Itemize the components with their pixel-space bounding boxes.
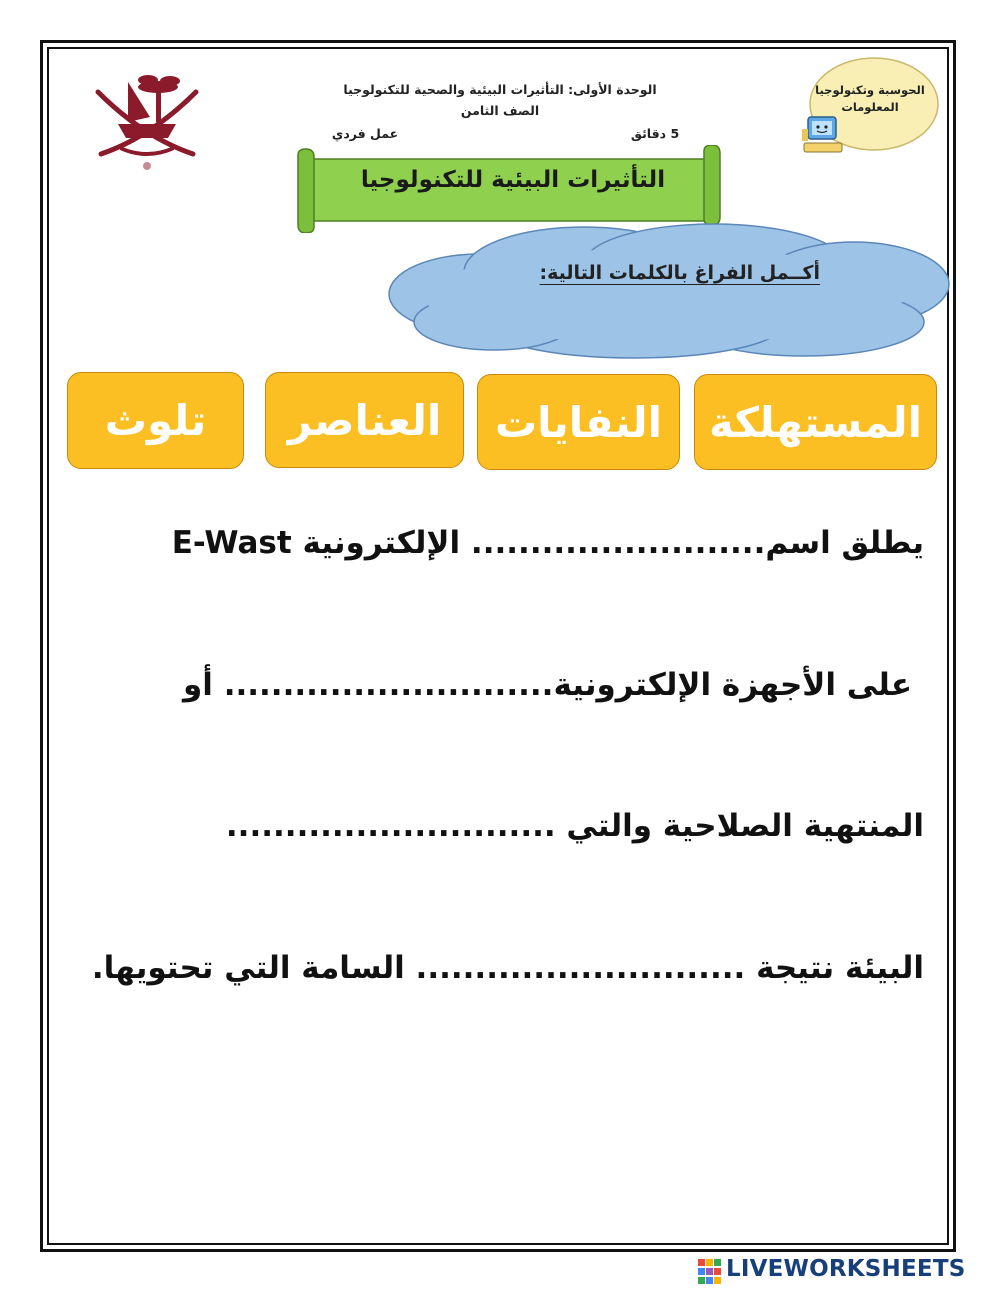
instruction-cloud — [384, 222, 954, 360]
badge-line-1: الحوسبة وتكنولوجيا — [815, 83, 925, 97]
word-bank-item[interactable]: تلوث — [67, 372, 244, 469]
sentence-line-1: يطلق اسم......................... الإلكترونية E-Wast — [171, 525, 924, 561]
grade-label: الصف الثامن — [460, 103, 540, 118]
subject-badge-text — [805, 82, 935, 116]
sentence-line-2: على الأجهزة الإلكترونية............................ أو — [183, 667, 912, 703]
instruction-text: أكــمل الفراغ بالكلمات التالية: — [539, 262, 820, 284]
word-bank-item[interactable]: المستهلكة — [694, 374, 937, 470]
work-type-label: عمل فردي — [331, 126, 399, 141]
time-label: 5 دقائق — [630, 126, 680, 141]
badge-line-2: المعلومات — [841, 100, 899, 114]
computer-icon — [800, 115, 846, 157]
lesson-title: التأثيرات البيئية للتكنولوجيا — [360, 167, 666, 193]
word-bank-item[interactable]: العناصر — [265, 372, 464, 468]
unit-title: الوحدة الأولى: التأثيرات البيئية والصحية للتكنولوجيا — [343, 82, 657, 97]
liveworksheets-logo-icon — [698, 1259, 722, 1285]
sentence-line-3: المنتهية الصلاحية والتي ............................ — [225, 808, 924, 844]
footer-brand[interactable]: LIVEWORKSHEETS — [726, 1256, 966, 1282]
emblem-icon — [88, 62, 206, 170]
word-bank-item[interactable]: النفايات — [477, 374, 680, 470]
sentence-line-4: البيئة نتيجة ............................ السامة التي تحتويها. — [91, 950, 924, 986]
